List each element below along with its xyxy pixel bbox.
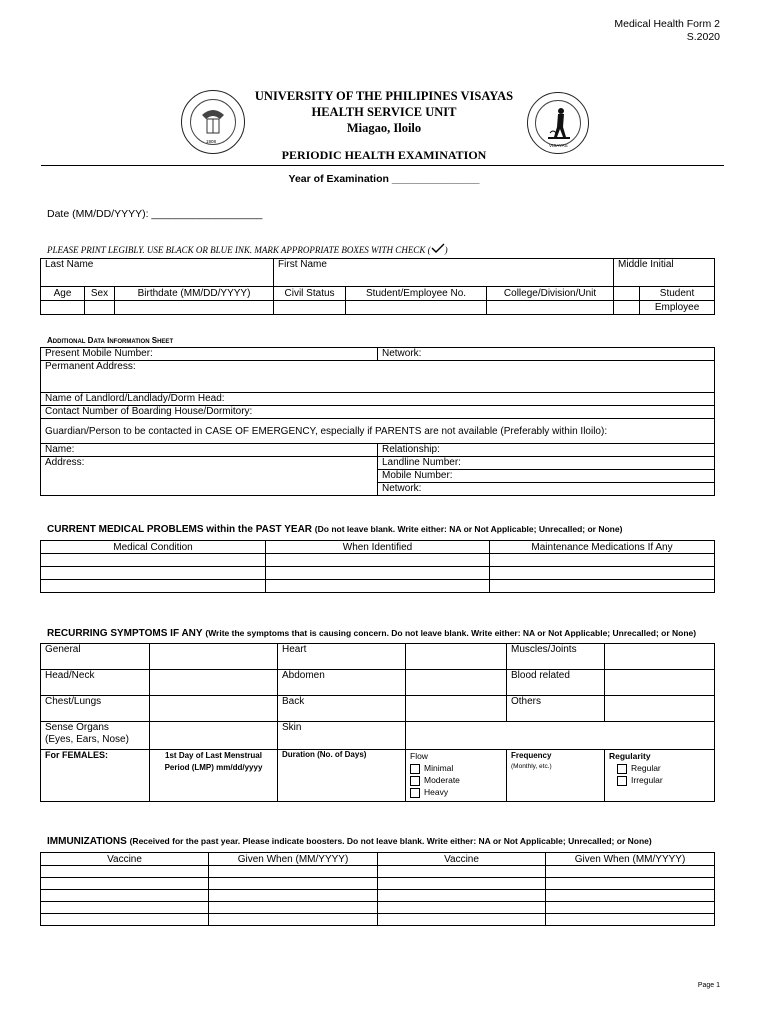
form-code-block xyxy=(614,18,720,44)
mobile-number-field[interactable]: Present Mobile Number: xyxy=(41,348,378,361)
additional-data-table xyxy=(40,347,715,496)
id-number-field[interactable] xyxy=(346,301,487,315)
symptom-abdomen-field[interactable] xyxy=(406,670,507,696)
additional-data-title: Additional Data Information Sheet xyxy=(47,336,174,345)
university-location: Miagao, Iloilo xyxy=(346,121,422,135)
year-of-examination[interactable]: Year of Examination _______________ xyxy=(288,173,480,185)
medical-problems-title: CURRENT MEDICAL PROBLEMS within the PAST YEAR xyxy=(47,524,313,535)
immunization-cell[interactable] xyxy=(546,914,715,926)
relationship-field[interactable]: Relationship: xyxy=(378,444,715,457)
medical-problems-table xyxy=(40,540,715,593)
regular-option[interactable] xyxy=(609,762,710,774)
symptom-others-field[interactable] xyxy=(605,696,715,722)
immunizations-title: IMMUNIZATIONS xyxy=(47,836,127,847)
lmp-line2: Period (LMP) mm/dd/yyyy xyxy=(164,763,263,772)
immunization-cell[interactable] xyxy=(378,890,546,902)
symptoms-heading xyxy=(47,628,696,639)
medical-cell[interactable] xyxy=(266,580,490,593)
form-code: S.2020 xyxy=(686,31,720,43)
medical-problems-note: (Do not leave blank. Write either: NA or Not Applicable; Unrecalled; or None) xyxy=(314,524,623,534)
flow-options xyxy=(406,750,507,802)
table-row xyxy=(41,878,715,890)
flow-moderate-option[interactable] xyxy=(410,774,502,786)
symptom-skin-field[interactable] xyxy=(406,722,715,750)
immunization-cell[interactable] xyxy=(209,914,378,926)
first-name-field[interactable]: First Name xyxy=(274,259,614,287)
guardian-network-field[interactable]: Network: xyxy=(378,483,715,496)
given-when-header: Given When (MM/YYYY) xyxy=(209,853,378,866)
civil-status-field[interactable] xyxy=(274,301,346,315)
instructions: PLEASE PRINT LEGIBLY. USE BLACK OR BLUE INK. MARK APPROPRIATE BOXES WITH CHECK ( ) xyxy=(47,245,448,255)
table-row xyxy=(41,567,715,580)
sense-organs-text: Sense Organs xyxy=(45,722,109,733)
regular-label: Regular xyxy=(631,763,661,773)
seal-right-text: VISAYAS xyxy=(549,143,568,148)
immunizations-note: (Received for the past year. Please indicate boosters. Do not leave blank. Write either: NA or Not Applicable; Unrecalled; or None) xyxy=(129,836,652,846)
medical-cell[interactable] xyxy=(41,580,266,593)
table-row xyxy=(41,902,715,914)
medical-cell[interactable] xyxy=(490,567,715,580)
sex-header: Sex xyxy=(85,287,115,301)
given-when-header-2: Given When (MM/YYYY) xyxy=(546,853,715,866)
immunization-cell[interactable] xyxy=(41,866,209,878)
maintenance-medications-header: Maintenance Medications If Any xyxy=(490,541,715,554)
table-row xyxy=(41,914,715,926)
health-unit-name: HEALTH SERVICE UNIT xyxy=(311,105,457,119)
symptom-chest-field[interactable] xyxy=(150,696,278,722)
females-label: For FEMALES: xyxy=(41,750,150,802)
lmp-label[interactable] xyxy=(150,750,278,802)
medical-condition-header: Medical Condition xyxy=(41,541,266,554)
symptoms-title: RECURRING SYMPTOMS IF ANY xyxy=(47,628,203,639)
regularity-label: Regularity xyxy=(609,751,651,761)
birthdate-header: Birthdate (MM/DD/YYYY) xyxy=(115,287,274,301)
flow-minimal-checkbox[interactable] xyxy=(410,764,420,774)
student-label: Student xyxy=(640,287,715,301)
immunization-cell[interactable] xyxy=(378,914,546,926)
medical-cell[interactable] xyxy=(490,580,715,593)
immunizations-table xyxy=(40,852,715,926)
sex-field[interactable] xyxy=(85,301,115,315)
immunization-cell[interactable] xyxy=(546,890,715,902)
vaccine-header: Vaccine xyxy=(41,853,209,866)
immunization-cell[interactable] xyxy=(209,890,378,902)
guardian-instruction: Guardian/Person to be contacted in CASE OF EMERGENCY, especially if PARENTS are not available (Preferably within Iloilo): xyxy=(41,419,715,444)
birthdate-field[interactable] xyxy=(115,301,274,315)
symptom-general-field[interactable] xyxy=(150,644,278,670)
immunization-cell[interactable] xyxy=(378,866,546,878)
immunization-cell[interactable] xyxy=(209,902,378,914)
symptom-muscles-field[interactable] xyxy=(605,644,715,670)
symptoms-note: (Write the symptoms that is causing concern. Do not leave blank. Write either: NA or Not Applicable; Unrecalled; or None) xyxy=(205,628,697,638)
immunization-cell[interactable] xyxy=(378,878,546,890)
landline-field[interactable]: Landline Number: xyxy=(378,457,715,470)
instructions-text: PLEASE PRINT LEGIBLY. USE BLACK OR BLUE INK. MARK APPROPRIATE BOXES WITH CHECK ( xyxy=(47,245,431,255)
symptom-heart-label: Heart xyxy=(278,644,406,670)
medical-cell[interactable] xyxy=(266,567,490,580)
employee-checkbox[interactable] xyxy=(614,301,640,315)
guardian-mobile-field[interactable]: Mobile Number: xyxy=(378,470,715,483)
table-row xyxy=(41,890,715,902)
frequency-field[interactable] xyxy=(507,750,605,802)
exam-title: PERIODIC HEALTH EXAMINATION xyxy=(281,148,487,162)
symptom-chest-label: Chest/Lungs xyxy=(41,696,150,722)
regularity-options xyxy=(605,750,715,802)
immunization-cell[interactable] xyxy=(546,878,715,890)
boarding-contact-field[interactable]: Contact Number of Boarding House/Dormitory: xyxy=(41,406,715,419)
immunization-cell[interactable] xyxy=(41,902,209,914)
date-field[interactable]: Date (MM/DD/YYYY): ___________________ xyxy=(47,208,263,220)
immunization-cell[interactable] xyxy=(41,914,209,926)
immunization-cell[interactable] xyxy=(41,890,209,902)
seal-year: 1908 xyxy=(206,139,217,144)
page-number: Page 1 xyxy=(697,982,720,989)
immunization-cell[interactable] xyxy=(546,902,715,914)
immunization-cell[interactable] xyxy=(209,878,378,890)
landlord-name-field[interactable]: Name of Landlord/Landlady/Dorm Head: xyxy=(41,393,715,406)
university-header xyxy=(0,88,768,136)
guardian-name-field[interactable]: Name: xyxy=(41,444,378,457)
age-field[interactable] xyxy=(41,301,85,315)
symptom-back-label: Back xyxy=(278,696,406,722)
flow-heavy-checkbox[interactable] xyxy=(410,788,420,798)
flow-moderate-label: Moderate xyxy=(424,775,460,785)
symptom-blood-label: Blood related xyxy=(507,670,605,696)
symptom-muscles-label: Muscles/Joints xyxy=(507,644,605,670)
symptom-skin-label: Skin xyxy=(278,722,406,750)
flow-heavy-label: Heavy xyxy=(424,787,449,797)
medical-problems-heading xyxy=(47,524,622,535)
header-divider xyxy=(41,165,724,166)
symptom-general-label: General xyxy=(41,644,150,670)
regular-checkbox[interactable] xyxy=(617,764,627,774)
irregular-option[interactable] xyxy=(609,774,710,786)
university-name: UNIVERSITY OF THE PHILIPINES VISAYAS xyxy=(254,89,514,103)
symptom-head-label: Head/Neck xyxy=(41,670,150,696)
permanent-address-field[interactable]: Permanent Address: xyxy=(41,361,715,393)
lmp-line1: 1st Day of Last Menstrual xyxy=(165,751,262,760)
immunization-cell[interactable] xyxy=(378,902,546,914)
flow-label: Flow xyxy=(410,751,428,761)
employee-label: Employee xyxy=(640,301,715,315)
table-row xyxy=(41,554,715,567)
symptom-abdomen-label: Abdomen xyxy=(278,670,406,696)
civil-status-header: Civil Status xyxy=(274,287,346,301)
flow-minimal-label: Minimal xyxy=(424,763,454,773)
form-name: Medical Health Form 2 xyxy=(614,18,720,30)
symptom-sense-label xyxy=(41,722,150,750)
flow-moderate-checkbox[interactable] xyxy=(410,776,420,786)
irregular-checkbox[interactable] xyxy=(617,776,627,786)
guardian-address-field[interactable]: Address: xyxy=(41,457,378,496)
medical-cell[interactable] xyxy=(266,554,490,567)
duration-label[interactable]: Duration (No. of Days) xyxy=(278,750,406,802)
symptom-others-label: Others xyxy=(507,696,605,722)
sense-organs-subtext: (Eyes, Ears, Nose) xyxy=(45,734,129,745)
personal-info-table xyxy=(40,258,715,315)
age-header: Age xyxy=(41,287,85,301)
symptoms-table xyxy=(40,643,715,802)
immunizations-heading xyxy=(47,836,652,847)
frequency-label: Frequency xyxy=(511,751,552,760)
network-field[interactable]: Network: xyxy=(378,348,715,361)
vaccine-header-2: Vaccine xyxy=(378,853,546,866)
irregular-label: Irregular xyxy=(631,775,663,785)
symptom-heart-field[interactable] xyxy=(406,644,507,670)
medical-cell[interactable] xyxy=(490,554,715,567)
flow-minimal-option[interactable] xyxy=(410,762,502,774)
student-checkbox[interactable] xyxy=(614,287,640,301)
symptom-sense-field[interactable] xyxy=(150,722,278,750)
middle-initial-field[interactable]: Middle Initial xyxy=(614,259,715,287)
symptom-back-field[interactable] xyxy=(406,696,507,722)
symptom-head-field[interactable] xyxy=(150,670,278,696)
immunization-cell[interactable] xyxy=(209,866,378,878)
medical-cell[interactable] xyxy=(41,567,266,580)
last-name-field[interactable]: Last Name xyxy=(41,259,274,287)
table-row xyxy=(41,580,715,593)
checkmark-icon xyxy=(431,243,445,253)
table-row xyxy=(41,866,715,878)
college-header: College/Division/Unit xyxy=(487,287,614,301)
immunization-cell[interactable] xyxy=(546,866,715,878)
college-field[interactable] xyxy=(487,301,614,315)
immunization-cell[interactable] xyxy=(41,878,209,890)
medical-cell[interactable] xyxy=(41,554,266,567)
when-identified-header: When Identified xyxy=(266,541,490,554)
symptom-blood-field[interactable] xyxy=(605,670,715,696)
flow-heavy-option[interactable] xyxy=(410,786,502,798)
id-number-header: Student/Employee No. xyxy=(346,287,487,301)
frequency-note: (Monthly, etc.) xyxy=(511,763,552,770)
